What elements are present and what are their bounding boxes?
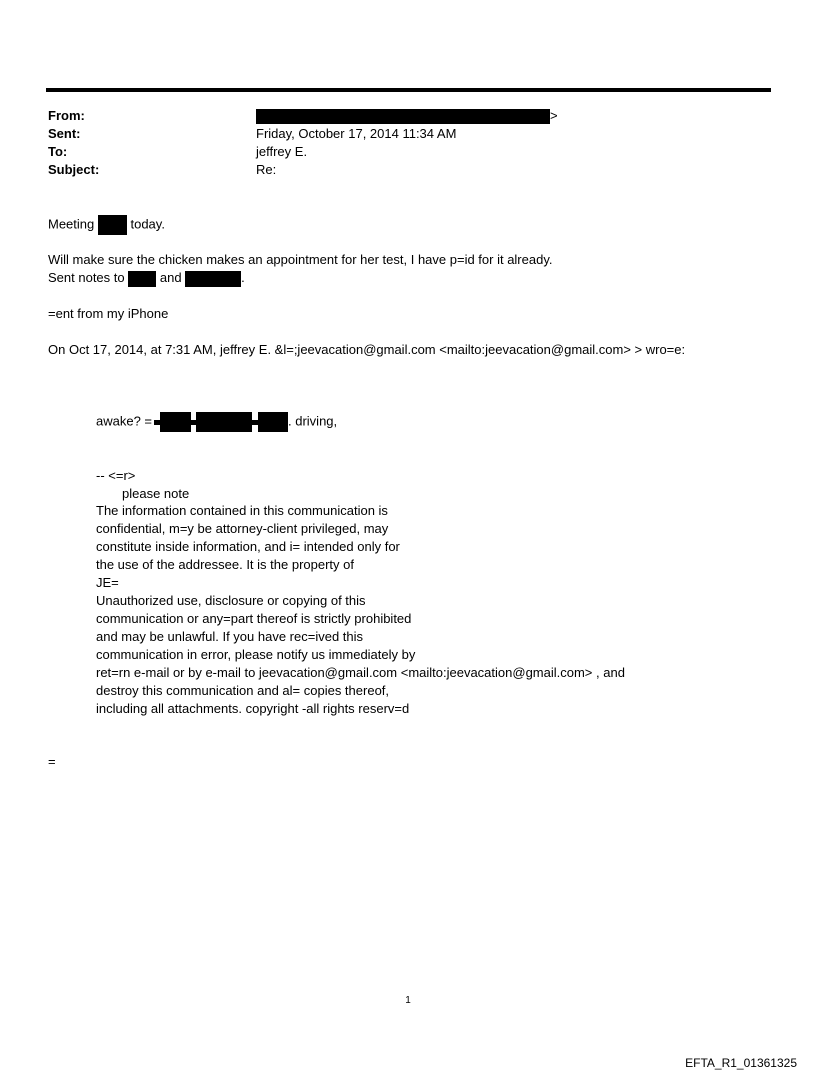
sent-label: Sent: (48, 126, 81, 141)
redaction-block (256, 109, 550, 124)
awake-line (96, 412, 337, 432)
disclaimer-line: ret=rn e-mail or by e-mail to jeevacation@gmail.com <mailto:jeevacation@gmail.com> , and (96, 665, 625, 680)
disclaimer-line: The information contained in this communication is (96, 503, 388, 518)
redaction-block (196, 412, 252, 432)
redaction-block (98, 215, 127, 235)
chicken-line: Will make sure the chicken makes an appointment for her test, I have p=id for it already. (48, 252, 553, 267)
notes-suffix: . (241, 270, 245, 285)
disclaimer-line: including all attachments. copyright -all rights reserv=d (96, 701, 410, 716)
from-label: From: (48, 108, 85, 123)
document-id: EFTA_R1_01361325 (685, 1056, 797, 1070)
header-divider (46, 88, 771, 92)
disclaimer-line: and may be unlawful. If you have rec=ived this (96, 629, 364, 644)
from-value (256, 107, 558, 125)
signature-separator: -- <=r> (96, 468, 136, 483)
notes-middle: and (156, 270, 186, 285)
disclaimer-line: JE= (96, 575, 119, 590)
disclaimer-line: Unauthorized use, disclosure or copying of this (96, 593, 366, 608)
disclaimer-line: confidential, m=y be attorney-client privileged, may (96, 521, 389, 536)
to-value: jeffrey E. (256, 144, 308, 159)
header-sent-row (48, 125, 748, 143)
redaction-block (160, 412, 191, 432)
awake-prefix: awake? = (96, 413, 153, 429)
please-note: please note (122, 486, 190, 501)
signature-line: =ent from my iPhone (48, 306, 169, 321)
to-label: To: (48, 144, 68, 159)
from-suffix: > (550, 108, 558, 123)
notes-prefix: Sent notes to (48, 270, 125, 285)
trailing-equals: = (48, 754, 56, 769)
disclaimer-line: constitute inside information, and i= intended only for (96, 539, 400, 554)
redaction-block (128, 271, 156, 287)
disclaimer-line: destroy this communication and al= copies thereof, (96, 683, 390, 698)
subject-value: Re: (256, 162, 277, 177)
disclaimer-line: communication in error, please notify us immediately by (96, 647, 416, 662)
meeting-line (48, 215, 165, 235)
redaction-block (258, 412, 288, 432)
disclaimer-line: communication or any=part thereof is strictly prohibited (96, 611, 412, 626)
header-subject-row (48, 161, 748, 179)
notes-line (48, 269, 245, 287)
header-to-row (48, 143, 748, 161)
meeting-prefix: Meeting (48, 216, 95, 232)
quote-intro: On Oct 17, 2014, at 7:31 AM, jeffrey E. &l=;jeevacation@gmail.com <mailto:jeevacation@gmail.com> > wro=e: (48, 342, 686, 357)
disclaimer-line: the use of the addressee. It is the property of (96, 557, 354, 572)
awake-suffix: . driving, (288, 413, 338, 429)
sent-value: Friday, October 17, 2014 11:34 AM (256, 126, 457, 141)
subject-label: Subject: (48, 162, 100, 177)
meeting-suffix: today. (126, 216, 165, 232)
redaction-block (185, 271, 241, 287)
page-number: 1 (405, 995, 411, 1006)
header-from-row (48, 107, 748, 125)
